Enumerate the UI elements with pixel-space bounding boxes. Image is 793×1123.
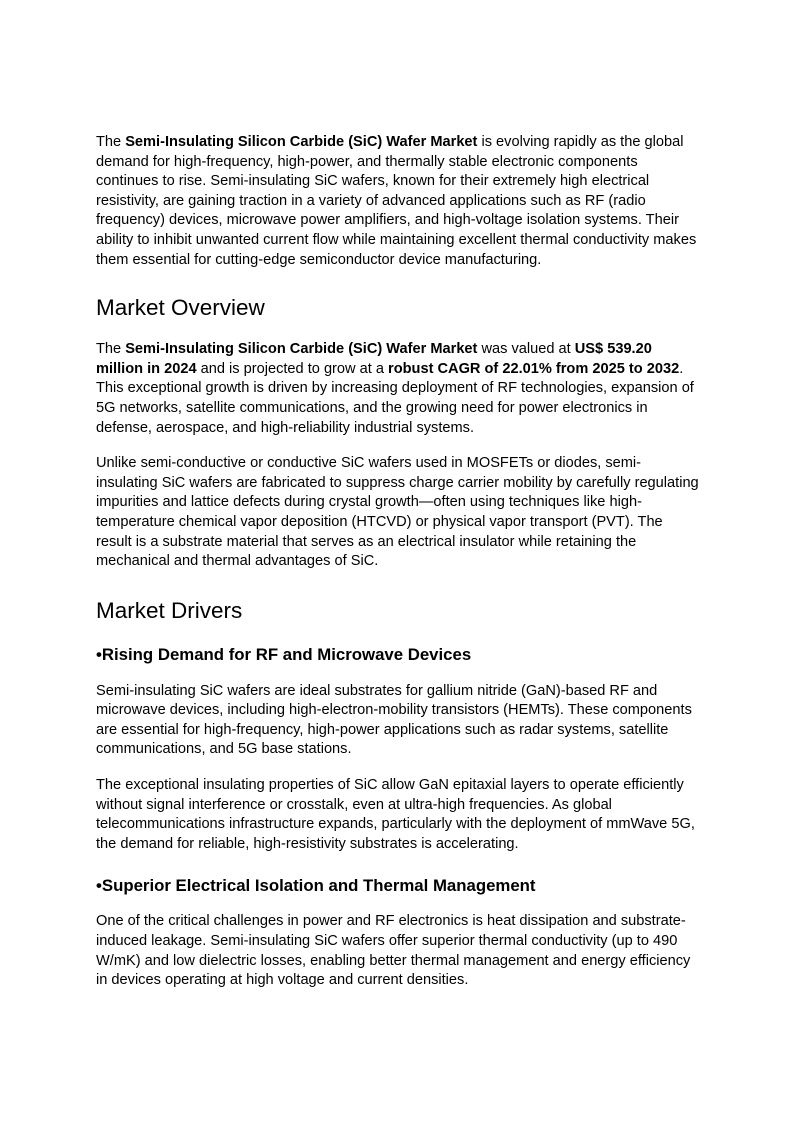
overview-cagr: robust CAGR of 22.01% from 2025 to 2032 bbox=[388, 360, 680, 377]
market-overview-paragraph-2: Unlike semi-conductive or conductive SiC wafers used in MOSFETs or diodes, semi-insulating SiC wafers are fabricated to suppress charge carrier mobility by carefully regulating impurities and lattice defects during crystal growth—often using techniques like high-temperature chemical vapor deposition (HTCVD) or physical vapor transport (PVT). The result is a substrate material that serves as an electrical insulator while retaining the mechanical and thermal advantages of SiC. bbox=[96, 455, 699, 570]
market-drivers-heading: Market Drivers bbox=[96, 597, 243, 623]
intro-lead-text: The bbox=[96, 134, 126, 150]
intro-market-name: Semi-Insulating Silicon Carbide (SiC) Wafer Market bbox=[125, 134, 478, 150]
overview-text-1: The bbox=[96, 341, 126, 358]
document-page bbox=[96, 133, 702, 991]
bullet-icon: • bbox=[96, 876, 102, 896]
overview-text-3: and is projected to grow at a bbox=[196, 360, 389, 377]
intro-paragraph bbox=[96, 133, 702, 270]
overview-market-value: US$ 539.20 million in 2024 bbox=[96, 341, 652, 377]
isolation-paragraph-1: One of the critical challenges in power and RF electronics is heat dissipation and substrate-induced leakage. Semi-insulating SiC wafers offer superior thermal conductivity (up to 490 W/mK) and low dielectric losses, enabling better thermal management and energy efficiency in devices operating at high voltage and current densities. bbox=[96, 913, 691, 989]
intro-body-text: is evolving rapidly as the global demand for high-frequency, high-power, and thermally stable electronic components continues to rise. Semi-insulating SiC wafers, known for their extremely high electrical resistivity, are gaining traction in a variety of advanced applications such as RF (radio frequency) devices, microwave power amplifiers, and high-voltage isolation systems. Their ability to inhibit unwanted current flow while maintaining excellent thermal conductivity makes them essential for cutting-edge semiconductor device manufacturing. bbox=[96, 134, 697, 268]
market-overview-paragraph-1 bbox=[96, 340, 702, 438]
overview-market-name: Semi-Insulating Silicon Carbide (SiC) Wafer Market bbox=[125, 341, 478, 358]
rf-demand-paragraph-1: Semi-insulating SiC wafers are ideal substrates for gallium nitride (GaN)-based RF and microwave devices, including high-electron-mobility transistors (HEMTs). These components are essential for high-frequency, high-power applications such as radar systems, satellite communications, and 5G base stations. bbox=[96, 682, 692, 758]
bullet-icon: • bbox=[96, 644, 102, 664]
rf-demand-heading bbox=[96, 644, 702, 666]
market-overview-heading: Market Overview bbox=[96, 295, 265, 321]
isolation-heading bbox=[96, 875, 702, 897]
rf-demand-heading-text: Rising Demand for RF and Microwave Devices bbox=[101, 644, 472, 664]
isolation-heading-text: Superior Electrical Isolation and Thermal Management bbox=[101, 876, 536, 896]
rf-demand-paragraph-2: The exceptional insulating properties of SiC allow GaN epitaxial layers to operate efficiently without signal interference or crosstalk, even at ultra-high frequencies. As global telecommunications infrastructure expands, particularly with the deployment of mmWave 5G, the demand for reliable, high-resistivity substrates is accelerating. bbox=[96, 777, 695, 852]
overview-text-4: . This exceptional growth is driven by increasing deployment of RF technologies, expansion of 5G networks, satellite communications, and the growing need for power electronics in defense, aerospace, and high-reliability industrial systems. bbox=[96, 360, 694, 436]
overview-text-2: was valued at bbox=[477, 341, 575, 358]
